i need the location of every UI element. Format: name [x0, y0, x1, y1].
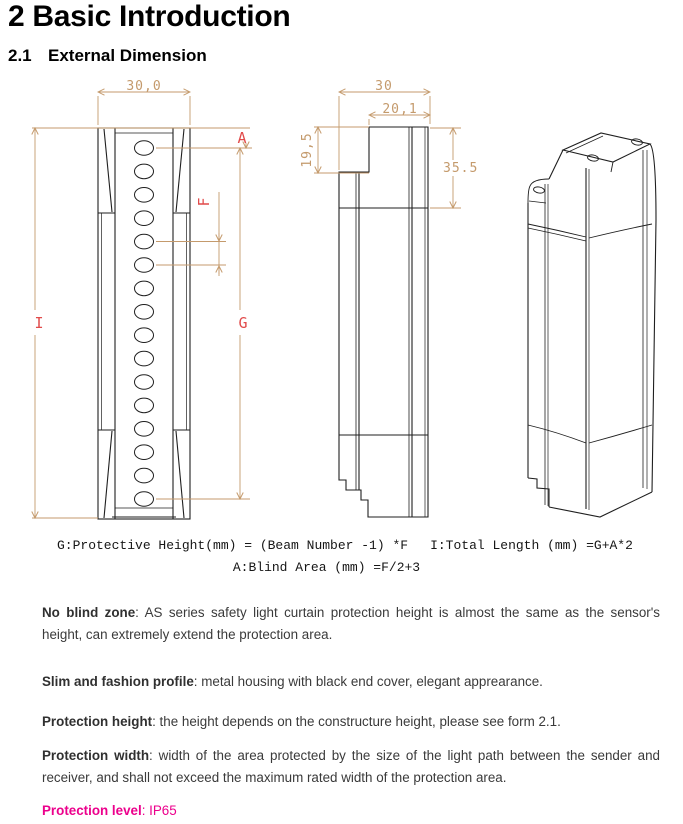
- isometric-view-drawing: [528, 133, 656, 517]
- paragraph-text: : width of the area protected by the size of the light path between the sender and receiver, and shall not exceed the maximum rated width of the protection area.: [42, 748, 660, 785]
- paragraph-lead: Protection level: [42, 803, 142, 818]
- paragraph-no-blind-zone: [42, 602, 660, 646]
- feature-paragraphs: [42, 602, 660, 822]
- dim-height-35-5: 35.5: [443, 161, 479, 176]
- cad-drawing-canvas: [0, 80, 683, 538]
- formula-protective-height: G:Protective Height(mm) = (Beam Number -1) *F: [57, 538, 409, 553]
- paragraph-protection-width: [42, 745, 660, 789]
- dim-label-g: G: [238, 314, 248, 332]
- dimension-drawings: [0, 80, 683, 538]
- section-title: External Dimension: [48, 46, 207, 65]
- front-view-drawing: [98, 128, 190, 519]
- formula-blind-area: A:Blind Area (mm) =F/2+3: [232, 560, 421, 575]
- paragraph-text: : metal housing with black end cover, elegant apprearance.: [193, 674, 543, 689]
- dim-label-i: I: [34, 314, 44, 332]
- section-number: 2.1: [8, 46, 32, 65]
- page-title: 2 Basic Introduction: [8, 0, 291, 33]
- dim-label-a: A: [237, 129, 247, 147]
- paragraph-slim-profile: [42, 671, 660, 693]
- paragraph-text: : AS series safety light curtain protection height is almost the same as the sensor's height, can extremely extend the protection area.: [42, 605, 660, 642]
- paragraph-lead: Protection width: [42, 748, 150, 763]
- beam-lens-column: [135, 141, 154, 507]
- paragraph-protection-height: [42, 711, 660, 733]
- paragraph-protection-level: [42, 800, 660, 822]
- dim-width-20-1: 20,1: [382, 102, 418, 117]
- paragraph-lead: Slim and fashion profile: [42, 674, 194, 689]
- formula-total-length: I:Total Length (mm) =G+A*2: [430, 538, 633, 553]
- dim-width-30: 30: [375, 80, 393, 94]
- section-heading: [8, 46, 207, 66]
- paragraph-lead: Protection height: [42, 714, 153, 729]
- dimension-formulas: [0, 538, 683, 575]
- side-view-drawing: [339, 127, 428, 517]
- dim-width-30-0: 30,0: [126, 80, 162, 94]
- paragraph-text: : the height depends on the constructure height, please see form 2.1.: [152, 714, 561, 729]
- paragraph-lead: No blind zone: [42, 605, 136, 620]
- paragraph-text: : IP65: [141, 803, 177, 818]
- dim-label-f: F: [195, 197, 213, 207]
- dim-height-19-5: 19,5: [300, 132, 315, 168]
